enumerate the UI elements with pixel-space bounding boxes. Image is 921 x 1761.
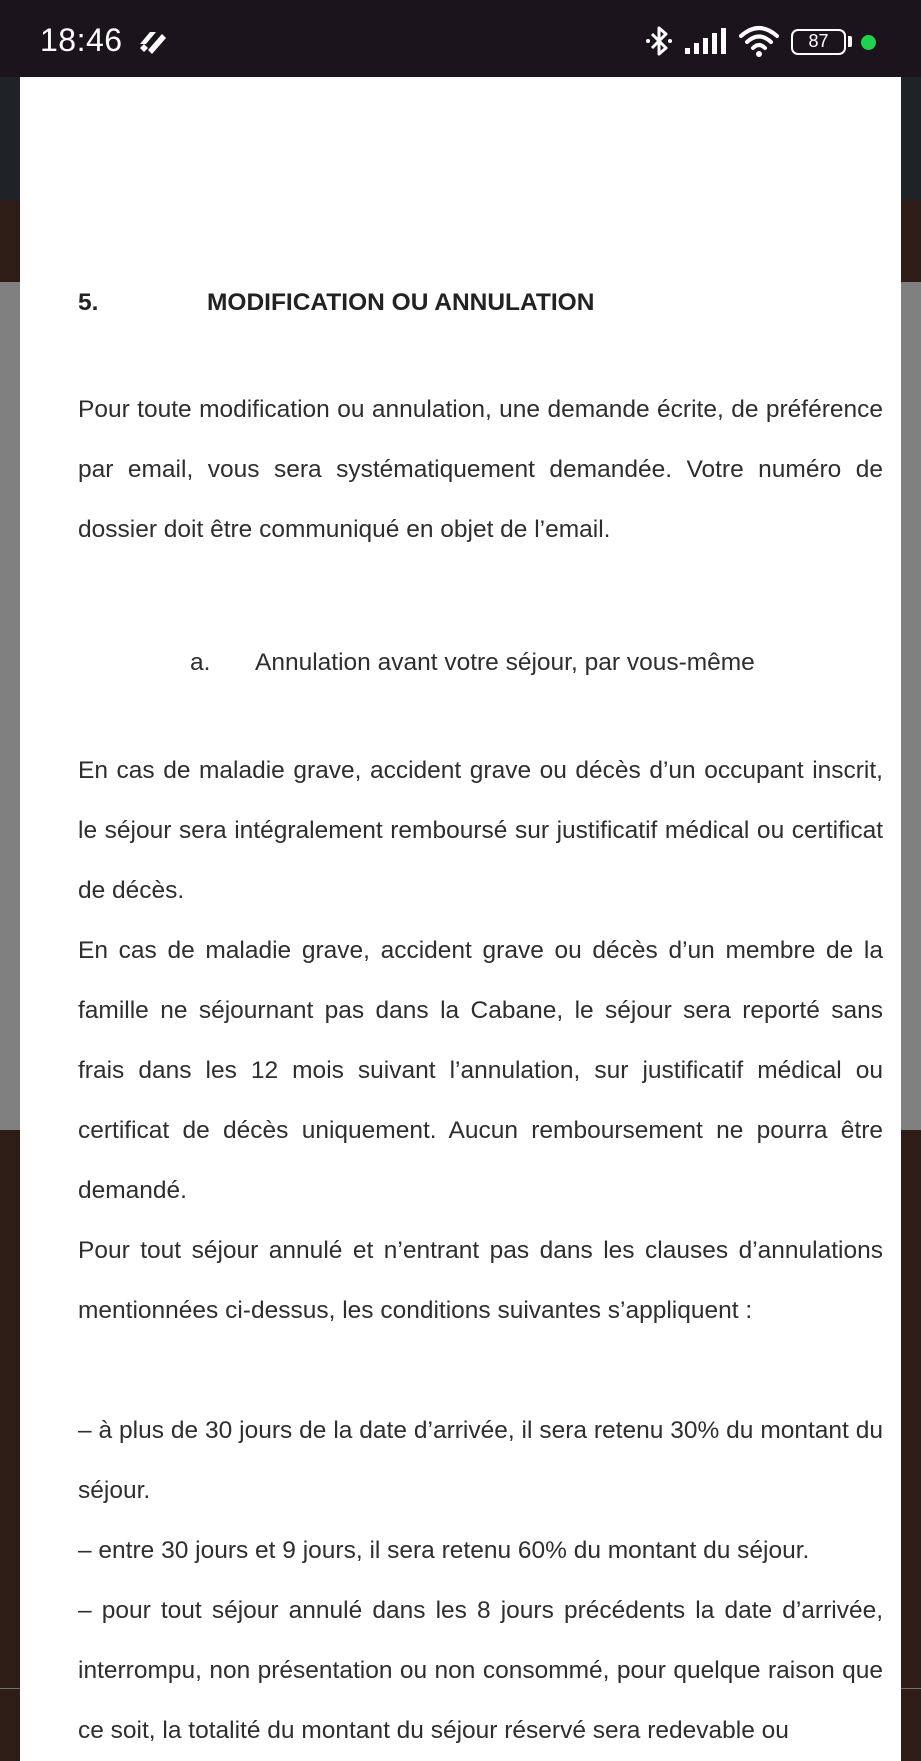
battery-level: 87 <box>808 31 829 51</box>
status-bar <box>0 0 921 77</box>
section-number: 5. <box>78 289 99 316</box>
status-time: 18:46 <box>40 22 123 58</box>
paragraph-occupant: En cas de maladie grave, accident grave ou décès d’un occupant inscrit, le séjour sera intégralement remboursé sur justificatif médical ou certificat de décès. <box>78 757 883 904</box>
bullet-8-days: – pour tout séjour annulé dans les 8 jours précédents la date d’arrivée, interrompu, non présentation ou non consommé, pour quelque raison que ce soit, la totalité du montant du séjour réservé sera redevable ou <box>78 1597 883 1744</box>
paragraph-intro: Pour toute modification ou annulation, une demande écrite, de préférence par email, vous sera systématiquement demandée. Votre numéro de dossier doit être communiqué en objet de l’email. <box>78 396 883 543</box>
bluetooth-icon <box>642 24 676 58</box>
privacy-indicator-dot <box>861 35 876 50</box>
paragraph-family: En cas de maladie grave, accident grave ou décès d’un membre de la famille ne séjournant pas dans la Cabane, le séjour sera reporté sans frais dans les 12 mois suivant l’annulation, sur justificatif médical ou certificat de décès uniquement. Aucun remboursement ne pourra être demandé. <box>78 937 883 1204</box>
section-title: MODIFICATION OU ANNULATION <box>207 289 595 316</box>
app-notification-icon <box>136 26 170 56</box>
paragraph-other-cancellations: Pour tout séjour annulé et n’entrant pas dans les clauses d’annulations mentionnées ci-dessus, les conditions suivantes s’appliquent : <box>78 1237 883 1324</box>
subsection-letter: a. <box>190 649 211 676</box>
bullet-more-30-days: – à plus de 30 jours de la date d’arrivée, il sera retenu 30% du montant du séjour. <box>78 1417 883 1504</box>
battery-tip <box>848 36 852 47</box>
signal-icon <box>684 26 728 56</box>
wifi-icon <box>738 24 780 58</box>
battery-icon <box>791 29 846 55</box>
document-sheet[interactable] <box>20 77 901 1761</box>
subsection-title: Annulation avant votre séjour, par vous-même <box>255 649 755 676</box>
bullet-30-9-days: – entre 30 jours et 9 jours, il sera retenu 60% du montant du séjour. <box>78 1537 810 1564</box>
